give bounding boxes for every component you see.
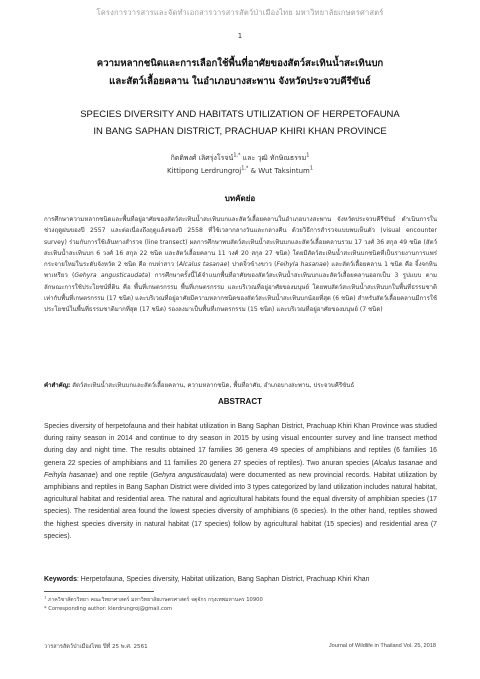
species-gehyra-angusticaudata: Gehyra angusticaudata — [152, 471, 226, 479]
author-english-2: & Wut Taksintum — [248, 167, 310, 175]
abstract-thai-paragraph — [44, 214, 437, 316]
footnote-affiliation — [44, 596, 437, 605]
abstract-english-text-3: ) and one reptile ( — [95, 471, 153, 479]
keywords-thai-label: คำสำคัญ: — [44, 382, 71, 389]
species-alcalus-tasanae-th: Alcalus tasanae — [178, 261, 228, 269]
author-english-1-affiliation: 1,* — [241, 165, 249, 172]
species-feihyla-hasanae-th: Feihyla hasanae — [276, 261, 327, 269]
author-thai-1: กิตติพงศ์ เลิศรุ่งโรจน์ — [170, 154, 234, 162]
footer-journal-english: Journal of Wildlife in Thailand Vol. 25, 2018 — [328, 643, 436, 649]
abstract-english — [44, 421, 437, 543]
running-head: โครงการวารสารและจัดทำเอกสารวารสารสัตว์ป่าเมืองไทย มหาวิทยาลัยเกษตรศาสตร์ — [96, 8, 384, 17]
abstract-thai-text-3: ) และสัตว์เลื้อยคลาน 1 ชนิด คือ จิ้งจกหินพาเหรียว ( — [44, 261, 437, 280]
abstract-thai-text-1: การศึกษาความหลากชนิดและพื้นที่อยู่อาศัยของสัตว์สะเทินน้ำสะเทินบกและสัตว์เลื้อยคลานในอำเภอบางสะพาน จังหวัดประจวบคีรีขันธ์ ดำเนินการในช่วงฤดูฝนของปี 2557 และต่อเนื่องถึงฤดูแล้งของปี 2558 ที่ใช้เวลากลางวันและกลางคืน ด้วยวิธีการสำรวจแบบพบเห็นตัว (visual encounter survey) ร่วมกับการใช้เส้นทางสำรวจ (line transect) ผลการศึกษาพบสัตว์สะเทินน้ำสะเทินบกและสัตว์เลื้อยคลานรวม 17 วงศ์ 36 สกุล 49 ชนิด (สัตว์สะเทินน้ำสะเทินบก 6 วงศ์ 16 สกุล 22 ชนิด และสัตว์เลื้อยคลาน 11 วงศ์ 20 สกุล 27 ชนิด) โดยมีสัตว์สะเทินน้ำสะเทินบกชนิดที่เป็นรายงานการแพร่กระจายใหม่ในระดับจังหวัด 2 ชนิด คือ กบห่าสาว ( — [44, 216, 437, 269]
author-thai-2-affiliation: 1 — [306, 152, 310, 159]
title-english-line-2: IN BANG SAPHAN DISTRICT, PRACHUAP KHIRI KHAN PROVINCE — [93, 126, 387, 137]
keywords-english-label: Keywords — [44, 576, 77, 583]
footer-journal-thai: วารสารสัตว์ป่าเมืองไทย ปีที่ 25 พ.ศ. 2561 — [44, 644, 148, 650]
footnote-affiliation-text: ภาควิชาสัตววิทยา คณะวิทยาศาสตร์ มหาวิทยาลัยเกษตรศาสตร์ จตุจักร กรุงเทพมหานคร 10900 — [46, 597, 263, 603]
keywords-english — [44, 574, 437, 586]
authors-english — [40, 167, 440, 175]
title-thai-line-2: และสัตว์เลื้อยคลาน ในอำเภอบางสะพาน จังหวัดประจวบคีรีขันธ์ — [109, 76, 371, 87]
author-english-1: Kittipong Lerdrungroj — [167, 167, 242, 175]
abstract-english-heading: ABSTRACT — [218, 397, 262, 406]
keywords-thai-list: สัตว์สะเทินน้ำสะเทินบกและสัตว์เลื้อยคลาน, ความหลากชนิด, พื้นที่อาศัย, อำเภอบางสะพาน, ประจวบคีรีขันธ์ — [70, 382, 355, 389]
footnote-affiliation-mark: 1 — [44, 595, 47, 600]
title-thai — [40, 55, 440, 91]
title-thai-line-1: ความหลากชนิดและการเลือกใช้พื้นที่อาศัยของสัตว์สะเทินน้ำสะเทินบก — [96, 58, 384, 69]
species-gehyra-angusticaudata-th: Gehyra angusticaudata — [74, 272, 149, 280]
footnote-divider — [44, 591, 154, 592]
author-english-2-affiliation: 1 — [309, 165, 313, 172]
keywords-thai — [44, 380, 437, 391]
author-thai-2: และ วุฒิ ทักษิณธรรม — [240, 154, 307, 162]
abstract-thai-text-4: ) การศึกษาครั้งนี้ได้จำแนกพื้นที่อาศัยของสัตว์สะเทินน้ำสะเทินบกและสัตว์เลื้อยคลานออกเป็น 3 รูปแบบ ตามลักษณะการใช้ประโยชน์ที่ดิน คือ พื้นที่เกษตรกรรม พื้นที่เกษตรกรรม และบริเวณที่อยู่อาศัยของมนุษย์ โดยพบสัตว์สะเทินน้ำสะเทินบกในพื้นที่ธรรมชาติเท่ากับพื้นที่เกษตรกรรม (17 ชนิด) และบริเวณที่อยู่อาศัยมีความหลากชนิดของสัตว์สะเทินน้ำสะเทินบกน้อยที่สุด (6 ชนิด) สำหรับสัตว์เลื้อยคลานมีการใช้ประโยชน์ในพื้นที่ธรรมชาติมากที่สุด (17 ชนิด) รองลงมาเป็นพื้นที่เกษตรกรรม (15 ชนิด) และบริเวณที่อยู่อาศัยของมนุษย์ (7 ชนิด) — [44, 272, 438, 314]
abstract-english-text-4: ) were documented as new provincial records. Habitat utilization by amphibians and reptiles in Bang Saphan District were divided into 3 types categorized by land utilization includes natural habitat, agricultural habitat and residential area. The natural and agricultural habitats found the equal diversity of amphibian species (17 species). The residential area found the lowest species diversity of amphibians (6 species). In the other hand, reptiles showed the highest species diversity in natural habitat (17 species) follow by agricultural habitat (15 species) and residential area (7 species). — [44, 471, 437, 540]
footnotes — [44, 596, 437, 614]
abstract-english-text-2: and — [423, 459, 438, 467]
keywords-english-list: : Herpetofauna, Species diversity, Habitat utilization, Bang Saphan District, Prachuap Khiri Khan — [76, 576, 370, 583]
page-number: 1 — [237, 32, 243, 40]
abstract-thai-heading: บทคัดย่อ — [224, 194, 256, 203]
title-english-line-1: SPECIES DIVERSITY AND HABITATS UTILIZATION OF HERPETOFAUNA — [80, 109, 400, 120]
title-english — [40, 106, 440, 140]
authors-thai — [40, 153, 440, 164]
abstract-thai-text-2: ) ปาดจิ๋วข้างขาว ( — [227, 261, 277, 269]
author-thai-1-affiliation: 1,* — [233, 152, 241, 159]
species-alcalus-tasanae: Alcalus tasanae — [373, 459, 424, 467]
abstract-english-text-1: Species diversity of herpetofauna and their habitat utilization in Bang Saphan District, Prachuap Khiri Khan Province was studied during rainy season in 2014 and continue to dry season in 2015 by using visual encounter survey and line transect method during day and night time. The results obtained 17 families 36 genera 49 species of amphibians and reptiles (6 families 16 genera 22 species of amphibians and 11 families 20 genera 27 species of reptiles). Two anuran species ( — [44, 423, 437, 467]
abstract-thai — [44, 214, 437, 316]
footnote-corresponding-author: * Corresponding author: klerdrungroj@gmail.com — [44, 606, 173, 612]
species-feihyla-hasanae: Feihyla hasanae — [44, 471, 96, 479]
